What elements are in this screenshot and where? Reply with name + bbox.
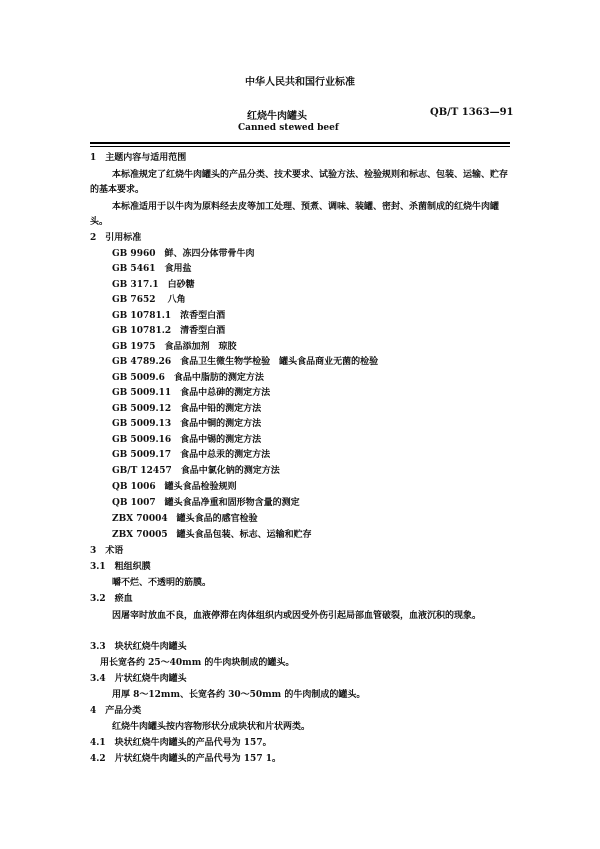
section-2-heading: 2 引用标准 xyxy=(90,233,142,243)
reference-item: QB 1007 罐头食品净重和固形物含量的测定 xyxy=(112,498,300,508)
reference-item: GB 10781.2 清香型白酒 xyxy=(112,326,226,336)
standard-category: 中华人民共和国行业标准 xyxy=(245,77,355,88)
term-3-4: 3.4 片状红烧牛肉罐头 xyxy=(90,674,187,684)
section-1-heading: 1 主题内容与适用范围 xyxy=(90,153,187,163)
reference-item: GB 5009.11 食品中总砷的测定方法 xyxy=(112,388,271,398)
reference-item: GB 5009.6 食品中脂肪的测定方法 xyxy=(112,373,264,383)
reference-item: GB 1975 食品添加剂 琼胶 xyxy=(112,342,237,352)
reference-item: GB 5009.16 食品中锡的测定方法 xyxy=(112,435,262,445)
term-3-3-definition: 用长宽各约 25～40mm 的牛肉块制成的罐头。 xyxy=(100,658,295,668)
reference-item: GB 5009.17 食品中总汞的测定方法 xyxy=(112,450,271,460)
reference-item: QB 1006 罐头食品检验规则 xyxy=(112,482,237,492)
section-3-heading: 3 术语 xyxy=(90,546,124,556)
reference-item: GB 5461 食用盐 xyxy=(112,264,192,274)
item-4-1: 4.1 块状红烧牛肉罐头的产品代号为 157。 xyxy=(90,738,272,748)
standard-code: QB/T 1363—91 xyxy=(430,107,514,118)
section-4-heading: 4 产品分类 xyxy=(90,706,142,716)
term-3-1-definition: 嚼不烂、不透明的筋膜。 xyxy=(112,578,212,588)
item-4-2: 4.2 片状红烧牛肉罐头的产品代号为 157 1。 xyxy=(90,754,281,764)
reference-item: GB 4789.26 食品卫生微生物学检验 罐头食品商业无菌的检验 xyxy=(112,357,379,367)
reference-item: GB 5009.12 食品中铅的测定方法 xyxy=(112,404,262,414)
term-3-4-definition: 用厚 8～12mm、长宽各约 30～50mm 的牛肉制成的罐头。 xyxy=(112,690,366,700)
reference-item: GB 9960 鲜、冻四分体带骨牛肉 xyxy=(112,249,255,259)
standard-title-cn: 红烧牛肉罐头 xyxy=(247,111,307,122)
standard-title-en: Canned stewed beef xyxy=(238,123,339,133)
reference-item: ZBX 70004 罐头食品的感官检验 xyxy=(112,514,258,524)
reference-item: GB/T 12457 食品中氯化钠的测定方法 xyxy=(112,466,280,476)
section-1-para-1: 本标准规定了红烧牛肉罐头的产品分类、技术要求、试验方法、检验规则和标志、包装、运输、贮存的基本要求。 xyxy=(90,170,509,195)
section-4-para: 红烧牛肉罐头按内容物形状分成块状和片状两类。 xyxy=(112,722,311,732)
reference-item: GB 317.1 白砂糖 xyxy=(112,280,195,290)
reference-item: GB 5009.13 食品中铜的测定方法 xyxy=(112,419,262,429)
term-3-1: 3.1 粗组织膜 xyxy=(90,562,151,572)
term-3-3: 3.3 块状红烧牛肉罐头 xyxy=(90,642,187,652)
term-3-2-definition: 因屠宰时放血不良，血液停滞在肉体组织内或因受外伤引起局部血管破裂，血液沉积的现象。 xyxy=(112,611,482,621)
section-1-para-2: 本标准适用于以牛肉为原料经去皮等加工处理、预煮、调味、装罐、密封、杀菌制成的红烧牛肉罐头。 xyxy=(90,202,500,227)
header-rule-thick xyxy=(90,142,510,144)
reference-item: ZBX 70005 罐头食品包装、标志、运输和贮存 xyxy=(112,530,312,540)
reference-item: GB 7652 八角 xyxy=(112,295,186,305)
term-3-2: 3.2 瘀血 xyxy=(90,594,133,604)
header-rule-thin xyxy=(90,146,510,147)
reference-item: GB 10781.1 浓香型白酒 xyxy=(112,311,226,321)
